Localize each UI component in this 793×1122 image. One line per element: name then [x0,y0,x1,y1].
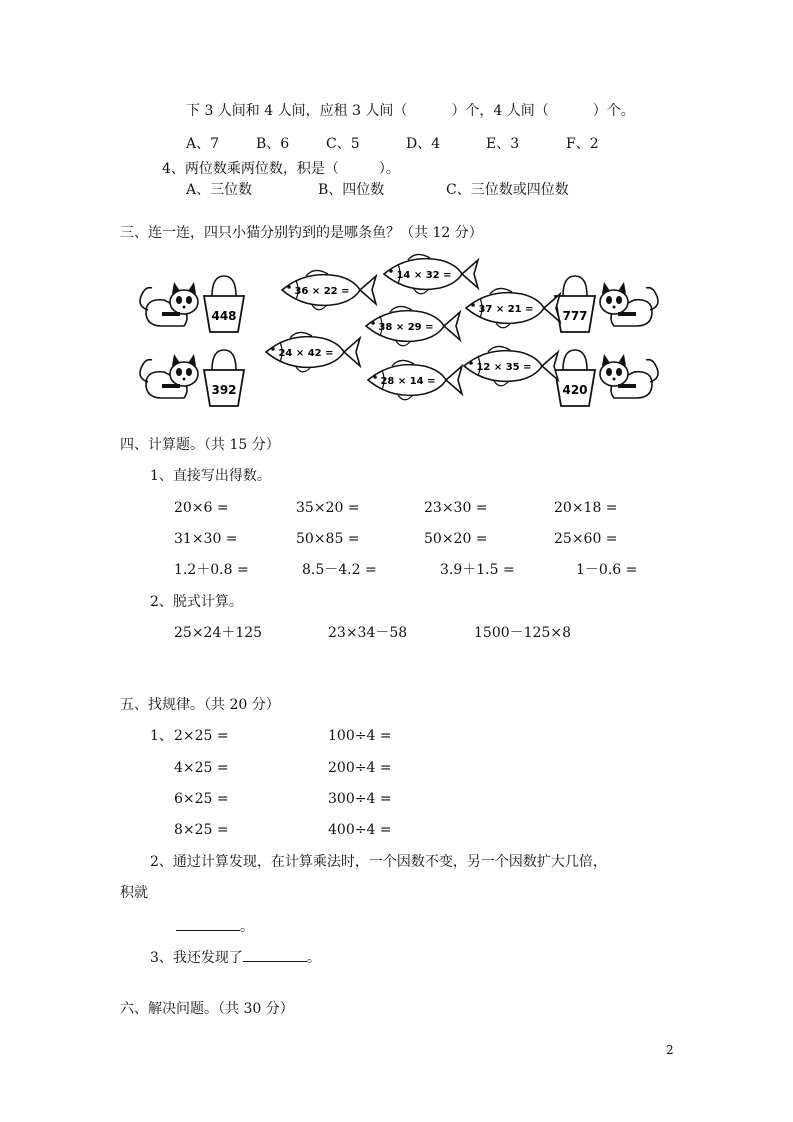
section-5-part-2-cont: 积就 [120,885,148,901]
calc-r2-c2: 50×85 = [296,531,360,547]
stepcalc-2: 23×34－58 [328,625,408,641]
page-number: 2 [666,1043,674,1057]
pattern-right-4: 400÷4 = [328,822,392,838]
q4-option-a: A、三位数 [186,182,253,198]
bucket-420-label: 420 [562,383,588,397]
fish-14x32-label: 14 × 32 = [396,270,452,281]
cats-fish-figure [130,248,670,408]
calc-r1-c2: 35×20 = [296,500,360,516]
section-5-part-2-end: 。 [240,919,254,935]
section-5-part-2-answer [176,918,254,934]
q4-option-c: C、三位数或四位数 [446,182,569,198]
cat-top-right-icon [600,282,658,326]
calc-r3-c4: 1－0.6 = [576,562,638,578]
section-5-part-3-end: 。 [306,950,321,966]
pattern-left-2: 4×25 = [174,760,229,776]
stepcalc-1: 25×24＋125 [174,625,263,641]
q4-option-b: B、四位数 [318,182,385,198]
calc-r3-c2: 8.5－4.2 = [302,562,377,578]
pattern-left-4: 8×25 = [174,822,229,838]
pattern-left-1: 2×25 = [174,728,229,744]
bucket-420 [555,350,595,406]
section-5-part-3-text: 3、我还发现了 [150,950,243,966]
q3-text-c: ）个。 [592,103,635,119]
pattern-left-3: 6×25 = [174,791,229,807]
section-5-part-3 [150,949,321,965]
section-3-title: 三、连一连，四只小猫分别钓到的是哪条鱼？（共 12 分） [120,225,483,241]
q3-option-d: D、4 [406,136,441,152]
bucket-448 [204,276,244,332]
pattern-right-3: 300÷4 = [328,791,392,807]
fish-37x21-label: 37 × 21 = [478,304,534,315]
answer-blank-1[interactable] [176,918,240,931]
calc-r2-c1: 31×30 = [174,531,238,547]
answer-blank-2[interactable] [243,949,307,962]
fish-12x35-label: 12 × 35 = [476,362,532,373]
cat-bottom-left-icon [140,354,198,398]
calc-r1-c3: 23×30 = [424,500,488,516]
section-5-title: 五、找规律。（共 20 分） [120,697,280,713]
q4-stem-b: ）。 [378,161,400,177]
calc-r2-c3: 50×20 = [424,531,488,547]
section-5-part-2: 2、通过计算发现，在计算乘法时，一个因数不变，另一个因数扩大几倍， [150,854,607,870]
q4-stem [162,162,400,176]
q3-option-b: B、6 [256,136,290,152]
fish-24x42-label: 24 × 42 = [278,348,334,359]
calc-r3-c3: 3.9＋1.5 = [440,562,515,578]
q3-option-f: F、2 [566,136,599,152]
bucket-392-label: 392 [211,383,237,397]
q3-continuation [186,104,635,118]
cat-bottom-right-icon [600,354,658,398]
section-4-part-2: 2、脱式计算。 [150,594,243,610]
bucket-392 [204,350,244,406]
q3-option-a: A、7 [186,136,220,152]
fish-36x22-label: 36 × 22 = [294,286,350,297]
stepcalc-3: 1500－125×8 [474,625,571,641]
pattern-right-1: 100÷4 = [328,728,392,744]
q3-option-e: E、3 [486,136,520,152]
calc-r1-c4: 20×18 = [554,500,618,516]
bucket-448-label: 448 [211,309,237,323]
fish-14x32 [384,254,478,293]
cat-top-left-icon [140,282,198,326]
section-4-part-1: 1、直接写出得数。 [150,468,271,484]
q3-option-c: C、5 [326,136,360,152]
fish-12x35 [464,346,558,385]
q3-text-a: 下 3 人间和 4 人间，应租 3 人间（ [186,103,408,119]
section-5-part-1: 1、 [150,728,173,744]
calc-r2-c4: 25×60 = [554,531,618,547]
fish-37x21 [466,288,560,327]
fish-36x22 [282,270,376,309]
pattern-right-2: 200÷4 = [328,760,392,776]
bucket-777-label: 777 [562,309,588,323]
fish-28x14-label: 28 × 14 = [380,376,436,387]
fish-38x29 [366,306,460,345]
section-4-title: 四、计算题。（共 15 分） [120,437,280,453]
section-6-title: 六、解决问题。（共 30 分） [120,1001,294,1017]
fish-38x29-label: 38 × 29 = [378,322,434,333]
q3-text-b: ）个，4 人间（ [451,103,549,119]
calc-r1-c1: 20×6 = [174,500,229,516]
fish-24x42 [266,332,360,371]
fish-28x14 [368,360,462,399]
q4-stem-a: 4、两位数乘两位数，积是（ [162,161,339,177]
calc-r3-c1: 1.2＋0.8 = [174,562,249,578]
